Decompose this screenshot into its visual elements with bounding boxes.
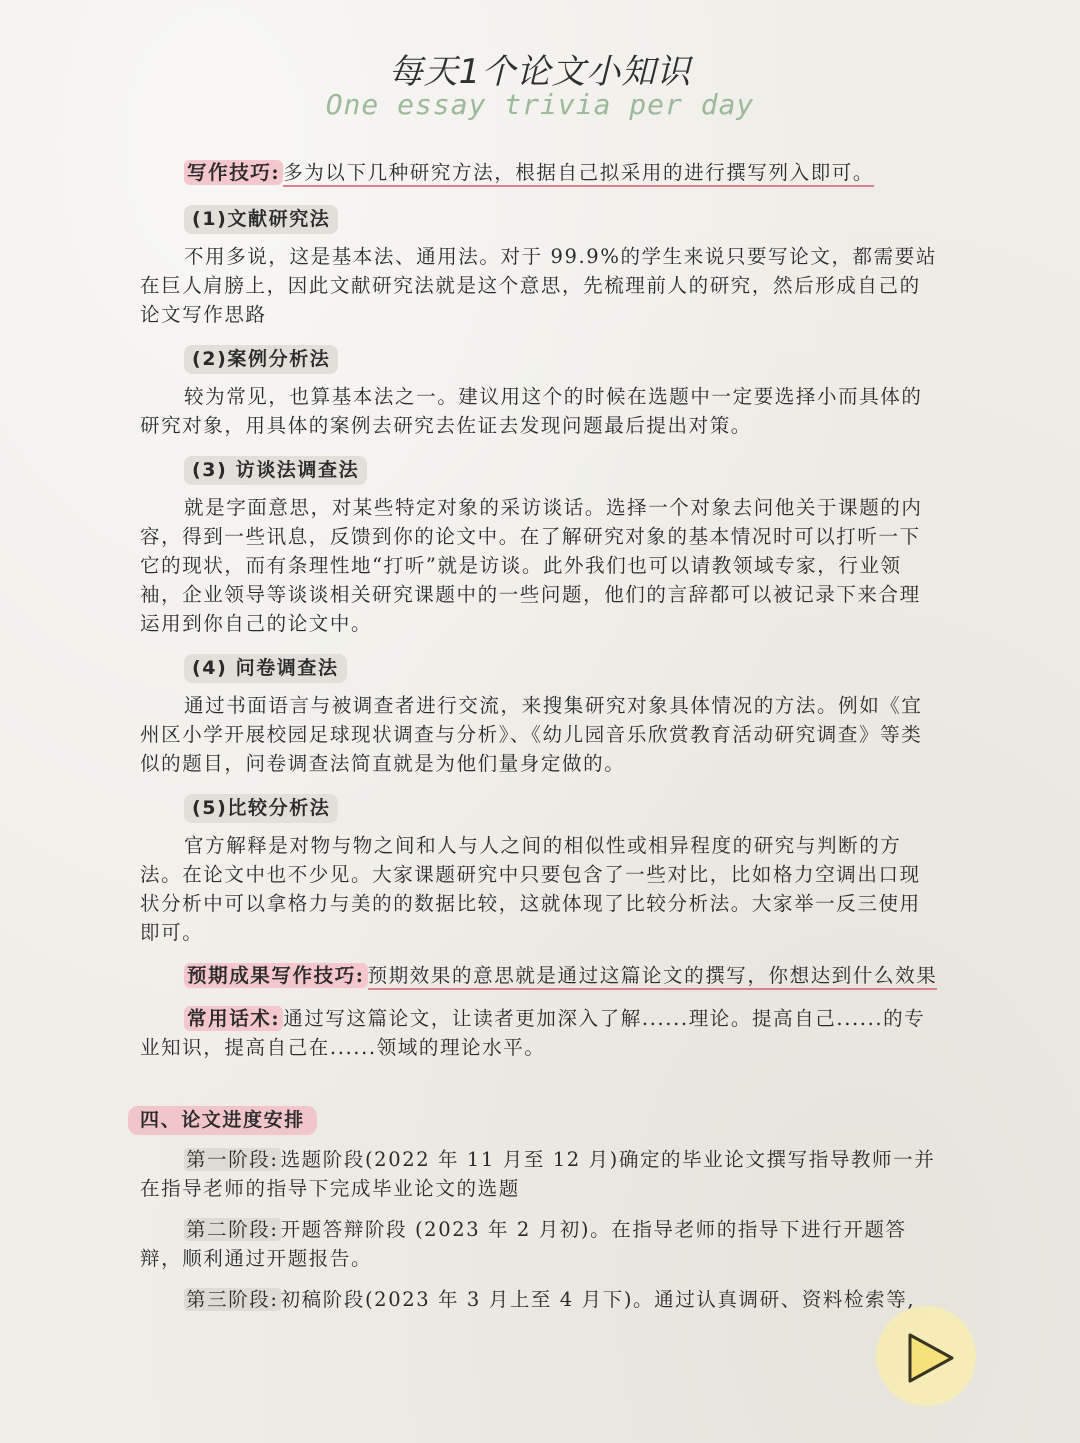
intro-text: 多为以下几种研究方法，根据自己拟采用的进行撰写列入即可。 xyxy=(283,161,874,187)
method-block-1 xyxy=(140,199,940,329)
stage-text: 初稿阶段(2023 年 3 月上至 4 月下)。通过认真调研、资料检索等, xyxy=(280,1288,916,1311)
stage-label: 第一阶段: xyxy=(186,1148,279,1171)
intro-paragraph xyxy=(140,158,940,187)
stage-label: 第三阶段: xyxy=(186,1288,279,1311)
method-heading: (1)文献研究法 xyxy=(184,205,338,234)
page-subtitle: One essay trivia per day xyxy=(325,88,755,121)
expected-label: 预期成果写作技巧: xyxy=(184,963,368,988)
method-heading: (5)比较分析法 xyxy=(184,794,338,823)
method-heading: (3) 访谈法调查法 xyxy=(184,456,367,485)
method-block-5 xyxy=(140,788,940,947)
method-text: 通过书面语言与被调查者进行交流，来搜集研究对象具体情况的方法。例如《宜州区小学开展校园足球现状调查与分析》、《幼儿园音乐欣赏教育活动研究调查》等类似的题目，问卷调查法简直就是为他们量身定做的。 xyxy=(140,694,923,775)
stage-3 xyxy=(140,1285,940,1314)
method-text: 不用多说，这是基本法、通用法。对于 99.9%的学生来说只要写论文，都需要站在巨人肩膀上，因此文献研究法就是这个意思，先梳理前人的研究，然后形成自己的论文写作思路 xyxy=(140,245,937,326)
play-triangle-icon xyxy=(902,1330,958,1386)
phrases-text: 通过写这篇论文，让读者更加深入了解......理论。提高自己......的专业知识，提高自己在......领域的理论水平。 xyxy=(140,1007,926,1059)
stage-label: 第二阶段: xyxy=(186,1218,279,1241)
stage-1 xyxy=(140,1145,940,1203)
stage-text: 开题答辩阶段 (2023 年 2 月初)。在指导老师的指导下进行开题答辩，顺利通过开题报告。 xyxy=(140,1218,907,1270)
stage-2 xyxy=(140,1215,940,1273)
page-title: 每天1个论文小知识 xyxy=(388,52,692,92)
schedule-title: 四、论文进度安排 xyxy=(128,1106,317,1135)
method-block-2 xyxy=(140,339,940,440)
expected-text: 预期效果的意思就是通过这篇论文的撰写，你想达到什么效果 xyxy=(368,964,938,990)
next-page-button[interactable] xyxy=(876,1306,976,1406)
method-block-4 xyxy=(140,648,940,778)
method-block-3 xyxy=(140,450,940,638)
phrases-paragraph xyxy=(140,1004,940,1062)
expected-paragraph xyxy=(140,961,940,990)
document-body xyxy=(140,158,940,1326)
stage-text: 选题阶段(2022 年 11 月至 12 月)确定的毕业论文撰写指导教师一并在指导老师的指导下完成毕业论文的选题 xyxy=(140,1148,936,1200)
method-heading: (4) 问卷调查法 xyxy=(184,654,347,683)
method-heading: (2)案例分析法 xyxy=(184,345,338,374)
method-text: 就是字面意思，对某些特定对象的采访谈话。选择一个对象去问他关于课题的内容，得到一些讯息，反馈到你的论文中。在了解研究对象的基本情况时可以打听一下它的现状，而有条理性地“打听”就是访谈。此外我们也可以请教领域专家，行业领袖，企业领导等谈谈相关研究课题中的一些问题，他们的言辞都可以被记录下来合理运用到你自己的论文中。 xyxy=(140,496,923,635)
intro-label: 写作技巧: xyxy=(184,160,283,185)
phrases-label: 常用话术: xyxy=(184,1006,283,1031)
method-text: 官方解释是对物与物之间和人与人之间的相似性或相异程度的研究与判断的方法。在论文中也不少见。大家课题研究中只要包含了一些对比，比如格力空调出口现状分析中可以拿格力与美的的数据比较，这就体现了比较分析法。大家举一反三使用即可。 xyxy=(140,834,921,944)
method-text: 较为常见，也算基本法之一。建议用这个的时候在选题中一定要选择小而具体的研究对象，用具体的案例去研究去佐证去发现问题最后提出对策。 xyxy=(140,385,923,437)
